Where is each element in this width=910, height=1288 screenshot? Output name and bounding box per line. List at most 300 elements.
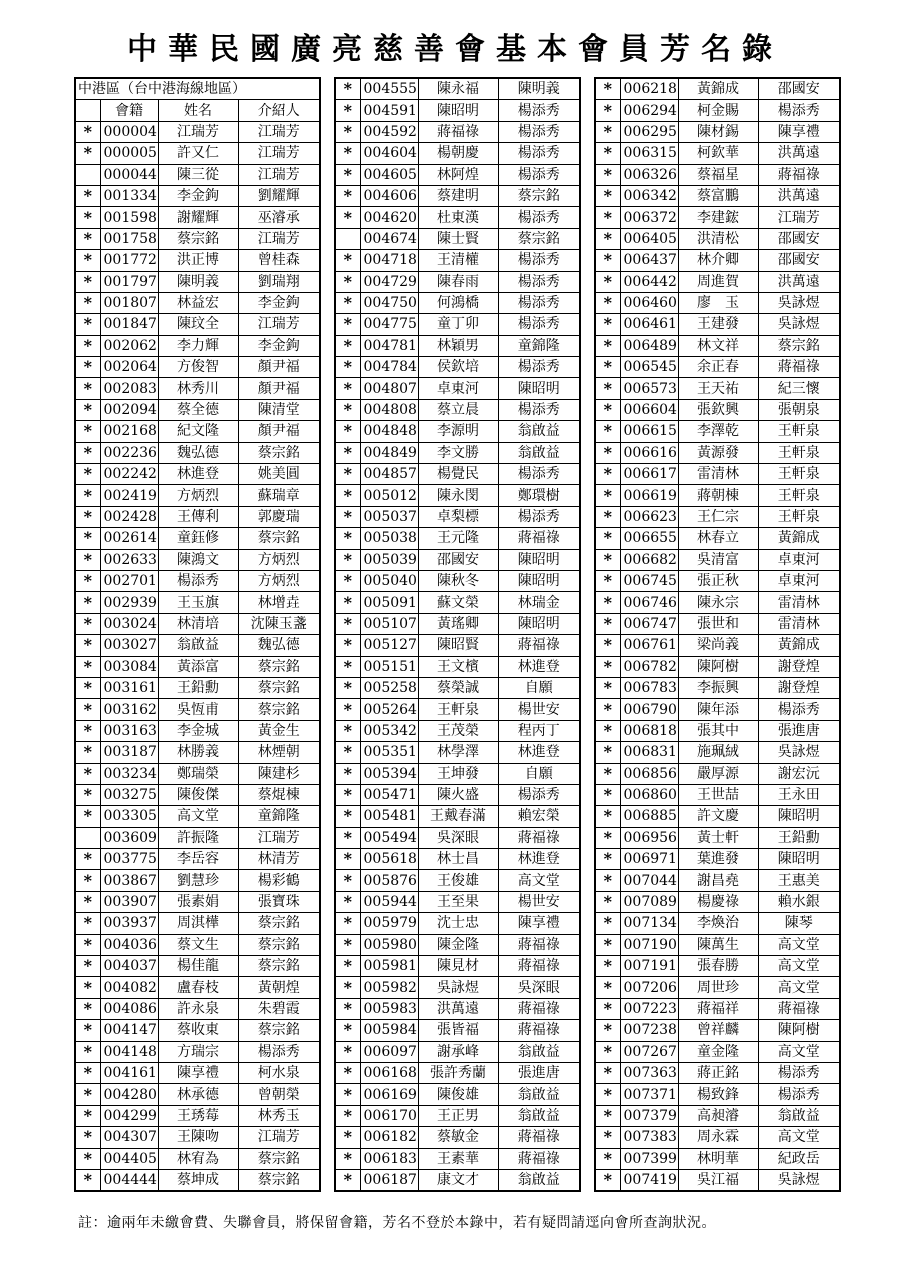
member-number: 004605 — [360, 164, 418, 185]
table-row — [335, 1169, 580, 1191]
member-mark: * — [335, 442, 360, 463]
member-name: 高昶濬 — [678, 1105, 758, 1126]
member-mark: * — [595, 934, 620, 955]
member-mark — [75, 827, 100, 848]
member-name: 陳永閔 — [418, 485, 498, 506]
member-introducer: 蔡宗銘 — [498, 185, 580, 206]
table-row — [595, 271, 840, 292]
member-introducer: 童錦隆 — [238, 806, 320, 827]
member-mark: * — [595, 849, 620, 870]
table-row — [595, 1105, 840, 1126]
member-mark: * — [335, 956, 360, 977]
member-name: 陳三從 — [158, 164, 238, 185]
member-introducer: 謝宏沅 — [758, 763, 840, 784]
member-number: 006489 — [620, 335, 678, 356]
member-mark: * — [75, 421, 100, 442]
member-name: 陳見材 — [418, 956, 498, 977]
member-number: 006655 — [620, 528, 678, 549]
member-mark: * — [335, 399, 360, 420]
member-introducer: 楊添秀 — [498, 399, 580, 420]
member-number: 006956 — [620, 827, 678, 848]
member-number: 005107 — [360, 613, 418, 634]
member-number: 004781 — [360, 335, 418, 356]
member-number: 002242 — [100, 464, 158, 485]
member-number: 000044 — [100, 164, 158, 185]
table-row — [75, 570, 320, 591]
member-name: 侯欽培 — [418, 357, 498, 378]
member-introducer: 陳建杉 — [238, 763, 320, 784]
member-number: 007044 — [620, 870, 678, 891]
member-name: 王鉛勳 — [158, 677, 238, 698]
member-name: 曾祥麟 — [678, 1020, 758, 1041]
member-introducer: 陳享禮 — [758, 121, 840, 142]
table-row — [595, 1148, 840, 1169]
member-name: 許又仁 — [158, 143, 238, 164]
member-number: 002236 — [100, 442, 158, 463]
member-number: 004147 — [100, 1020, 158, 1041]
member-mark: * — [335, 677, 360, 698]
member-name: 李源明 — [418, 421, 498, 442]
member-mark: * — [335, 1041, 360, 1062]
member-name: 蔡福星 — [678, 164, 758, 185]
member-number: 005983 — [360, 998, 418, 1019]
member-number: 002094 — [100, 399, 158, 420]
member-name: 吳江福 — [678, 1169, 758, 1191]
header-name: 姓名 — [158, 100, 238, 121]
table-row — [335, 913, 580, 934]
member-introducer: 蔡焜棟 — [238, 784, 320, 805]
member-introducer: 王鉛勳 — [758, 827, 840, 848]
table-row — [595, 228, 840, 249]
member-name: 王坤發 — [418, 763, 498, 784]
member-introducer: 楊添秀 — [498, 506, 580, 527]
member-mark: * — [595, 421, 620, 442]
member-number: 006295 — [620, 121, 678, 142]
member-name: 陳秋冬 — [418, 570, 498, 591]
member-mark: * — [595, 1105, 620, 1126]
member-number: 006623 — [620, 506, 678, 527]
member-number: 002614 — [100, 528, 158, 549]
member-introducer: 洪萬遠 — [758, 271, 840, 292]
member-name: 吳詠煜 — [418, 977, 498, 998]
member-name: 蔡建明 — [418, 185, 498, 206]
member-mark: * — [595, 528, 620, 549]
member-mark: * — [75, 528, 100, 549]
member-introducer: 楊添秀 — [498, 271, 580, 292]
table-row — [595, 335, 840, 356]
member-number: 006461 — [620, 314, 678, 335]
member-name: 王軒泉 — [418, 699, 498, 720]
member-name: 雷清林 — [678, 464, 758, 485]
member-number: 004718 — [360, 250, 418, 271]
member-introducer: 翁啟益 — [498, 1084, 580, 1105]
member-number: 006783 — [620, 677, 678, 698]
member-introducer: 王永田 — [758, 784, 840, 805]
member-mark: * — [75, 934, 100, 955]
table-row — [595, 763, 840, 784]
member-name: 張其中 — [678, 720, 758, 741]
member-name: 王陳吻 — [158, 1127, 238, 1148]
member-mark: * — [595, 891, 620, 912]
table-row — [595, 784, 840, 805]
member-name: 蔣正銘 — [678, 1062, 758, 1083]
member-name: 鄭瑞榮 — [158, 763, 238, 784]
member-name: 陳明義 — [158, 271, 238, 292]
member-name: 王世喆 — [678, 784, 758, 805]
member-number: 006746 — [620, 592, 678, 613]
member-mark: * — [335, 1062, 360, 1083]
table-row — [75, 998, 320, 1019]
member-number: 003027 — [100, 635, 158, 656]
member-number: 001772 — [100, 250, 158, 271]
member-number: 003162 — [100, 699, 158, 720]
member-mark: * — [335, 506, 360, 527]
member-mark: * — [595, 1084, 620, 1105]
table-row — [335, 1105, 580, 1126]
table-row — [335, 849, 580, 870]
member-introducer: 紀三懷 — [758, 378, 840, 399]
table-row — [595, 1062, 840, 1083]
table-row — [335, 806, 580, 827]
member-mark: * — [335, 121, 360, 142]
member-mark: * — [335, 720, 360, 741]
member-introducer: 王惠美 — [758, 870, 840, 891]
member-name: 蔡全德 — [158, 399, 238, 420]
member-introducer: 吳詠煜 — [758, 314, 840, 335]
member-name: 蔡榮誠 — [418, 677, 498, 698]
member-number: 006856 — [620, 763, 678, 784]
member-number: 004307 — [100, 1127, 158, 1148]
table-row — [335, 335, 580, 356]
member-number: 007363 — [620, 1062, 678, 1083]
member-number: 006170 — [360, 1105, 418, 1126]
member-number: 006437 — [620, 250, 678, 271]
member-introducer: 蔣福祿 — [498, 1127, 580, 1148]
table-row — [595, 378, 840, 399]
table-row — [335, 1041, 580, 1062]
member-mark: * — [595, 506, 620, 527]
member-mark: * — [335, 763, 360, 784]
member-name: 謝承峰 — [418, 1041, 498, 1062]
member-mark: * — [335, 207, 360, 228]
table-row — [75, 656, 320, 677]
table-row — [595, 357, 840, 378]
member-name: 吳清富 — [678, 549, 758, 570]
table-row — [595, 100, 840, 121]
member-name: 江瑞芳 — [158, 121, 238, 142]
member-introducer: 高文堂 — [758, 1041, 840, 1062]
member-name: 高文堂 — [158, 806, 238, 827]
member-mark: * — [335, 378, 360, 399]
member-introducer: 黃錦成 — [758, 528, 840, 549]
member-number: 005351 — [360, 742, 418, 763]
member-mark: * — [335, 827, 360, 848]
table-row — [75, 742, 320, 763]
member-name: 楊朝慶 — [418, 143, 498, 164]
member-number: 004604 — [360, 143, 418, 164]
table-row — [595, 185, 840, 206]
member-mark: * — [75, 399, 100, 420]
member-mark: * — [595, 250, 620, 271]
member-number: 006619 — [620, 485, 678, 506]
table-row — [335, 442, 580, 463]
member-number: 005481 — [360, 806, 418, 827]
member-name: 張春勝 — [678, 956, 758, 977]
table-row — [595, 635, 840, 656]
member-introducer: 蔡宗銘 — [238, 699, 320, 720]
member-number: 004148 — [100, 1041, 158, 1062]
member-mark: * — [75, 357, 100, 378]
member-number: 006460 — [620, 292, 678, 313]
table-row — [75, 1105, 320, 1126]
table-row — [75, 335, 320, 356]
member-number: 004592 — [360, 121, 418, 142]
member-mark: * — [75, 870, 100, 891]
table-row — [75, 121, 320, 142]
member-introducer: 蔣福祿 — [498, 827, 580, 848]
member-name: 陳昭明 — [418, 100, 498, 121]
member-introducer: 蔡宗銘 — [238, 1020, 320, 1041]
table-row — [595, 250, 840, 271]
member-number: 001334 — [100, 185, 158, 206]
member-number: 006604 — [620, 399, 678, 420]
member-number: 004036 — [100, 934, 158, 955]
member-name: 蘇文榮 — [418, 592, 498, 613]
member-introducer: 陳昭明 — [758, 806, 840, 827]
member-name: 康文才 — [418, 1169, 498, 1191]
member-number: 005012 — [360, 485, 418, 506]
table-row — [75, 357, 320, 378]
member-introducer: 蔣福祿 — [498, 956, 580, 977]
member-number: 003907 — [100, 891, 158, 912]
member-name: 林士昌 — [418, 849, 498, 870]
member-name: 林介卿 — [678, 250, 758, 271]
member-name: 王俊雄 — [418, 870, 498, 891]
member-name: 卓梨標 — [418, 506, 498, 527]
member-name: 王傳利 — [158, 506, 238, 527]
table-row — [75, 528, 320, 549]
member-introducer: 楊添秀 — [498, 292, 580, 313]
member-introducer: 蔡宗銘 — [498, 228, 580, 249]
table-row — [595, 292, 840, 313]
member-mark: * — [75, 635, 100, 656]
member-name: 方瑞宗 — [158, 1041, 238, 1062]
member-name: 邵國安 — [418, 549, 498, 570]
member-introducer: 楊添秀 — [498, 784, 580, 805]
table-row — [75, 1148, 320, 1169]
member-introducer: 卓東河 — [758, 549, 840, 570]
member-name: 陳鴻文 — [158, 549, 238, 570]
member-introducer: 林煙朝 — [238, 742, 320, 763]
member-number: 006616 — [620, 442, 678, 463]
member-number: 004729 — [360, 271, 418, 292]
table-row — [595, 977, 840, 998]
member-mark: * — [595, 635, 620, 656]
member-mark: * — [75, 271, 100, 292]
member-introducer: 林瑞金 — [498, 592, 580, 613]
table-row — [335, 1062, 580, 1083]
member-number: 006761 — [620, 635, 678, 656]
member-name: 王至果 — [418, 891, 498, 912]
table-row — [335, 934, 580, 955]
member-mark: * — [75, 570, 100, 591]
member-introducer: 蔡宗銘 — [238, 1169, 320, 1191]
member-mark: * — [75, 1084, 100, 1105]
member-name: 陳俊傑 — [158, 784, 238, 805]
member-name: 李建鋐 — [678, 207, 758, 228]
table-row — [75, 956, 320, 977]
member-name: 林進登 — [158, 464, 238, 485]
member-mark: * — [595, 399, 620, 420]
member-name: 柯金賜 — [678, 100, 758, 121]
member-mark: * — [595, 442, 620, 463]
member-introducer: 曾朝榮 — [238, 1084, 320, 1105]
member-name: 沈士忠 — [418, 913, 498, 934]
member-name: 林春立 — [678, 528, 758, 549]
member-name: 黃錦成 — [678, 78, 758, 100]
member-introducer: 蔣福祿 — [498, 998, 580, 1019]
member-name: 紀文隆 — [158, 421, 238, 442]
member-number: 006818 — [620, 720, 678, 741]
member-mark: * — [335, 78, 360, 100]
member-introducer: 黃金生 — [238, 720, 320, 741]
table-row — [595, 121, 840, 142]
member-mark: * — [335, 977, 360, 998]
table-row — [335, 528, 580, 549]
member-number: 007206 — [620, 977, 678, 998]
member-introducer: 沈陳玉盞 — [238, 613, 320, 634]
table-row — [335, 185, 580, 206]
member-number: 006342 — [620, 185, 678, 206]
member-introducer: 王軒泉 — [758, 506, 840, 527]
member-introducer: 吳詠煜 — [758, 742, 840, 763]
member-introducer: 翁啟益 — [498, 421, 580, 442]
member-introducer: 方炳烈 — [238, 570, 320, 591]
member-introducer: 自願 — [498, 677, 580, 698]
member-number: 004591 — [360, 100, 418, 121]
member-number: 006372 — [620, 207, 678, 228]
table-row — [335, 977, 580, 998]
member-mark: * — [595, 271, 620, 292]
member-introducer: 王軒泉 — [758, 485, 840, 506]
table-row — [335, 250, 580, 271]
member-introducer: 翁啟益 — [498, 442, 580, 463]
member-number: 004082 — [100, 977, 158, 998]
member-number: 006831 — [620, 742, 678, 763]
table-row — [335, 464, 580, 485]
table-row — [75, 763, 320, 784]
member-number: 006405 — [620, 228, 678, 249]
member-introducer: 江瑞芳 — [238, 1127, 320, 1148]
member-mark: * — [335, 784, 360, 805]
table-row — [335, 656, 580, 677]
member-name: 張正秋 — [678, 570, 758, 591]
member-mark: * — [75, 335, 100, 356]
member-number: 001598 — [100, 207, 158, 228]
member-name: 王清權 — [418, 250, 498, 271]
member-name: 童鈺修 — [158, 528, 238, 549]
member-number: 002701 — [100, 570, 158, 591]
table-row — [335, 891, 580, 912]
table-row — [595, 806, 840, 827]
member-name: 林學澤 — [418, 742, 498, 763]
table-row — [335, 998, 580, 1019]
member-name: 許永泉 — [158, 998, 238, 1019]
member-introducer: 蔣福祿 — [758, 357, 840, 378]
table-row — [595, 656, 840, 677]
member-mark: * — [595, 1020, 620, 1041]
table-row — [595, 891, 840, 912]
table-row — [335, 357, 580, 378]
member-mark: * — [335, 1084, 360, 1105]
member-number: 006097 — [360, 1041, 418, 1062]
member-name: 陳春雨 — [418, 271, 498, 292]
member-number: 005037 — [360, 506, 418, 527]
member-introducer: 楊添秀 — [498, 100, 580, 121]
member-name: 林秀川 — [158, 378, 238, 399]
member-name: 杜東漢 — [418, 207, 498, 228]
member-introducer: 邵國安 — [758, 228, 840, 249]
member-mark: * — [335, 549, 360, 570]
member-number: 007383 — [620, 1127, 678, 1148]
member-mark: * — [595, 592, 620, 613]
member-mark: * — [75, 742, 100, 763]
table-row — [75, 1127, 320, 1148]
table-row — [335, 1020, 580, 1041]
member-introducer: 蔣福祿 — [498, 1020, 580, 1041]
member-introducer: 鄭環樹 — [498, 485, 580, 506]
member-number: 006682 — [620, 549, 678, 570]
member-number: 004848 — [360, 421, 418, 442]
member-mark: * — [75, 506, 100, 527]
member-mark: * — [335, 143, 360, 164]
member-introducer: 郭慶瑞 — [238, 506, 320, 527]
member-introducer: 王軒泉 — [758, 442, 840, 463]
member-name: 李金城 — [158, 720, 238, 741]
member-number: 005039 — [360, 549, 418, 570]
member-introducer: 楊彩鶴 — [238, 870, 320, 891]
member-number: 007223 — [620, 998, 678, 1019]
member-mark: * — [75, 121, 100, 142]
member-introducer: 楊世安 — [498, 699, 580, 720]
member-name: 施珮絨 — [678, 742, 758, 763]
member-mark: * — [335, 185, 360, 206]
member-introducer: 蔡宗銘 — [238, 913, 320, 934]
member-number: 002428 — [100, 506, 158, 527]
table-row — [335, 292, 580, 313]
member-introducer: 楊添秀 — [498, 314, 580, 335]
member-number: 004784 — [360, 357, 418, 378]
member-mark: * — [335, 806, 360, 827]
member-number: 006315 — [620, 143, 678, 164]
table-row — [335, 1127, 580, 1148]
member-introducer: 楊添秀 — [498, 164, 580, 185]
member-name: 吳深眼 — [418, 827, 498, 848]
member-mark: * — [335, 849, 360, 870]
member-name: 王正男 — [418, 1105, 498, 1126]
member-name: 蔣福祿 — [418, 121, 498, 142]
member-introducer: 卓東河 — [758, 570, 840, 591]
member-introducer: 翁啟益 — [498, 1169, 580, 1191]
table-row — [335, 207, 580, 228]
member-number: 003084 — [100, 656, 158, 677]
member-name: 葉進發 — [678, 849, 758, 870]
table-row — [595, 592, 840, 613]
member-number: 003024 — [100, 613, 158, 634]
member-introducer: 蔡宗銘 — [238, 934, 320, 955]
member-mark: * — [595, 1041, 620, 1062]
member-name: 蔡敏金 — [418, 1127, 498, 1148]
